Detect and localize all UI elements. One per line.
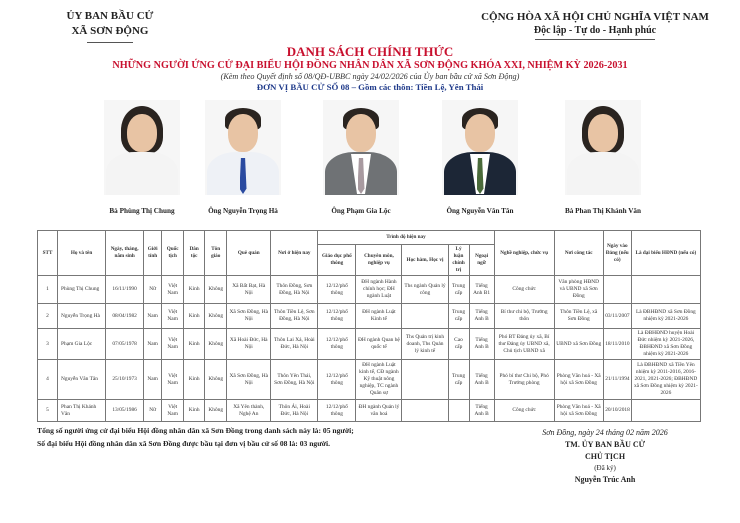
col-residence: Nơi ở hiện nay: [271, 231, 318, 276]
national-motto: [470, 10, 720, 40]
cell-nationality: Việt Nam: [162, 400, 184, 422]
candidate-photo: [205, 100, 281, 195]
cell-religion: Không: [205, 304, 227, 329]
signed-note: (Đã ký): [594, 464, 616, 472]
table-row: [38, 329, 701, 360]
candidate-card: [87, 100, 197, 216]
cell-professional: ĐH ngành Quan hệ quốc tế: [356, 329, 402, 360]
cell-political: Trung cấp: [448, 304, 469, 329]
cell-party-date: 20/10/2018: [603, 400, 631, 422]
signature-block: [520, 427, 690, 486]
cell-gender: Nữ: [144, 276, 162, 304]
document-title: DANH SÁCH CHÍNH THỨC: [286, 44, 454, 59]
cell-academic: [402, 400, 448, 422]
cell-workplace: Phòng Văn hoá - Xã hội xã Sơn Đồng: [554, 400, 603, 422]
candidate-photos: [0, 100, 740, 220]
cell-party-date: 21/11/1994: [603, 360, 631, 400]
elected-seats-line: Số đại biểu Hội đồng nhân dân xã Sơn Đồng được bầu tại đơn vị bầu cử số 08 là: 03 người.: [37, 439, 330, 448]
cell-stt: 3: [38, 329, 58, 360]
cell-gender: Nam: [144, 360, 162, 400]
cell-religion: Không: [205, 360, 227, 400]
cell-general-edu: 12/12/phổ thông: [318, 276, 356, 304]
signing-organization: TM. ỦY BAN BẦU CỬ: [564, 440, 646, 449]
cell-residence: Thôn Tiền Lệ, Sơn Đồng, Hà Nội: [271, 304, 318, 329]
col-language: Ngoại ngữ: [469, 245, 494, 276]
cell-hometown: Xã Sơn Đồng, Hà Nội: [227, 360, 271, 400]
col-workplace: Nơi công tác: [554, 231, 603, 276]
col-political: Lý luận chính trị: [448, 245, 469, 276]
cell-academic: Ths ngành Quản lý công: [402, 276, 448, 304]
cell-occupation: Bí thư chi bộ, Trưởng thôn: [494, 304, 554, 329]
cell-name: Nguyễn Trọng Hà: [58, 304, 106, 329]
cell-workplace: Thôn Tiền Lệ, xã Sơn Đồng: [554, 304, 603, 329]
col-general-edu: Giáo dục phổ thông: [318, 245, 356, 276]
cell-party-date: 18/11/2010: [603, 329, 631, 360]
col-hometown: Quê quán: [227, 231, 271, 276]
cell-political: Trung cấp: [448, 360, 469, 400]
cell-occupation: Công chức: [494, 400, 554, 422]
cell-residence: Thôn Ái, Hoài Đức, Hà Nội: [271, 400, 318, 422]
candidate-caption: Bà Phan Thị Khánh Vân: [564, 207, 642, 215]
candidate-photo: [104, 100, 180, 195]
country-name: CỘNG HÒA XÃ HỘI CHỦ NGHĨA VIỆT NAM: [481, 11, 709, 23]
cell-dob: 07/05/1978: [106, 329, 144, 360]
cell-political: Cao cấp: [448, 329, 469, 360]
table-row: [38, 400, 701, 422]
candidate-card: [188, 100, 298, 216]
cell-delegate: Là ĐBHĐND huyện Hoài Đức nhiệm kỳ 2021-2026, ĐBHĐND xã Sơn Đồng nhiệm kỳ 2021-2026: [631, 329, 700, 360]
col-nationality: Quốc tịch: [162, 231, 184, 276]
cell-occupation: Phó BT Đảng ủy xã, Bí thư Đảng ủy UBND xã, Chủ tịch UBND xã: [494, 329, 554, 360]
candidate-caption: Ông Phạm Gia Lộc: [331, 207, 391, 215]
cell-general-edu: 12/12/phổ thông: [318, 329, 356, 360]
cell-hometown: Xã Hoài Đức, Hà Nội: [227, 329, 271, 360]
cell-professional: ĐH ngành Luật kinh tế, CĐ ngành Kỹ thuật nông nghiệp, TC ngành Quân sự: [356, 360, 402, 400]
candidate-table: [37, 230, 701, 422]
summary-notes: [37, 424, 354, 450]
col-stt: STT: [38, 231, 58, 276]
cell-ethnicity: Kinh: [184, 329, 205, 360]
candidate-photo: [442, 100, 518, 195]
col-occupation: Nghề nghiệp, chức vụ: [494, 231, 554, 276]
col-party-date: Ngày vào Đảng (nếu có): [603, 231, 631, 276]
cell-professional: ĐH ngành Quản lý văn hoá: [356, 400, 402, 422]
authority-underline: [87, 42, 133, 43]
col-dob: Ngày, tháng, năm sinh: [106, 231, 144, 276]
cell-ethnicity: Kinh: [184, 276, 205, 304]
cell-language: Tiếng Anh B1: [469, 276, 494, 304]
document-subtitle: NHỮNG NGƯỜI ỨNG CỬ ĐẠI BIỂU HỘI ĐỒNG NHÂN DÂN XÃ SƠN ĐỘNG KHÓA XXI, NHIỆM KỲ 2026-2031: [112, 60, 628, 71]
candidate-card: [548, 100, 658, 216]
table-header-row: [38, 231, 701, 245]
motto-underline: [535, 39, 655, 40]
cell-hometown: Xã Sơn Đồng, Hà Nội: [227, 304, 271, 329]
cell-dob: 25/10/1973: [106, 360, 144, 400]
table-row: [38, 276, 701, 304]
candidate-photo: [323, 100, 399, 195]
cell-political: Trung cấp: [448, 276, 469, 304]
cell-delegate: Là ĐBHĐND xã Sơn Đồng nhiệm kỳ 2021-2026: [631, 304, 700, 329]
cell-general-edu: 12/12/phổ thông: [318, 400, 356, 422]
cell-ethnicity: Kinh: [184, 304, 205, 329]
cell-professional: ĐH ngành Luật Kinh tế: [356, 304, 402, 329]
cell-name: Phùng Thị Chung: [58, 276, 106, 304]
candidate-card: [425, 100, 535, 216]
cell-stt: 5: [38, 400, 58, 422]
cell-stt: 4: [38, 360, 58, 400]
col-ethnicity: Dân tộc: [184, 231, 205, 276]
cell-dob: 16/11/1990: [106, 276, 144, 304]
cell-political: [448, 400, 469, 422]
cell-nationality: Việt Nam: [162, 276, 184, 304]
col-gender: Giới tính: [144, 231, 162, 276]
cell-language: Tiếng Anh B: [469, 329, 494, 360]
electoral-unit: ĐƠN VỊ BẦU CỬ SỐ 08 – Gồm các thôn: Tiền Lệ, Yên Thái: [256, 82, 484, 92]
candidate-card: [306, 100, 416, 216]
cell-language: Tiếng Anh B: [469, 400, 494, 422]
cell-delegate: Là ĐBHĐND xã Tiền Yên nhiệm kỳ 2011-2016, 2016-2021, 2021-2026; ĐBHĐND xã Sơn Đồng nhiệm kỳ 2021-2026: [631, 360, 700, 400]
table-row: [38, 360, 701, 400]
cell-general-edu: 12/12/phổ thông: [318, 304, 356, 329]
cell-hometown: Xã Yên thành, Nghệ An: [227, 400, 271, 422]
cell-name: Nguyễn Văn Tân: [58, 360, 106, 400]
cell-occupation: Phó bí thư Chi bộ, Phó Trưởng phòng: [494, 360, 554, 400]
decision-reference: (Kèm theo Quyết định số 08/QĐ-UBBC ngày 24/02/2026 của Ủy ban bầu cử xã Sơn Động): [220, 72, 520, 81]
cell-academic: Ths Quản trị kinh doanh, Ths Quản lý kinh tế: [402, 329, 448, 360]
cell-party-date: 03/11/2007: [603, 304, 631, 329]
cell-workplace: Phòng Văn hoá - Xã hội xã Sơn Đồng: [554, 360, 603, 400]
candidate-caption: Ông Nguyễn Văn Tân: [446, 207, 514, 215]
cell-language: Tiếng Anh B: [469, 304, 494, 329]
cell-occupation: Công chức: [494, 276, 554, 304]
col-academic: Học hàm, Học vị: [402, 245, 448, 276]
issuing-authority: [40, 9, 180, 43]
cell-dob: 13/05/1986: [106, 400, 144, 422]
cell-nationality: Việt Nam: [162, 360, 184, 400]
col-professional: Chuyên môn, nghiệp vụ: [356, 245, 402, 276]
cell-party-date: [603, 276, 631, 304]
cell-residence: Thôn Lai Xá, Hoài Đức, Hà Nội: [271, 329, 318, 360]
cell-residence: Thôn Đồng, Sơn Đồng, Hà Nội: [271, 276, 318, 304]
cell-stt: 1: [38, 276, 58, 304]
total-candidates-line: Tổng số người ứng cử đại biểu Hội đồng nhân dân xã Sơn Đồng trong danh sách này là: 05 người;: [37, 426, 354, 435]
authority-line-1: ỦY BAN BẦU CỬ: [66, 10, 154, 22]
cell-religion: Không: [205, 329, 227, 360]
cell-name: Phan Thị Khánh Vân: [58, 400, 106, 422]
cell-hometown: Xã Bất Bạt, Hà Nội: [227, 276, 271, 304]
cell-academic: [402, 304, 448, 329]
cell-professional: ĐH ngành Hành chính học; ĐH ngành Luật: [356, 276, 402, 304]
cell-delegate: [631, 276, 700, 304]
cell-academic: [402, 360, 448, 400]
table-row: [38, 304, 701, 329]
cell-ethnicity: Kinh: [184, 360, 205, 400]
cell-name: Phạm Gia Lộc: [58, 329, 106, 360]
cell-gender: Nam: [144, 329, 162, 360]
candidate-caption: Bà Phùng Thị Chung: [109, 207, 175, 215]
cell-ethnicity: Kinh: [184, 400, 205, 422]
cell-dob: 08/04/1982: [106, 304, 144, 329]
cell-religion: Không: [205, 400, 227, 422]
cell-nationality: Việt Nam: [162, 329, 184, 360]
signing-date: Sơn Đồng, ngày 24 tháng 02 năm 2026: [542, 428, 668, 437]
cell-delegate: [631, 400, 700, 422]
cell-stt: 2: [38, 304, 58, 329]
col-name: Họ và tên: [58, 231, 106, 276]
cell-residence: Thôn Yên Thái, Sơn Đồng, Hà Nội: [271, 360, 318, 400]
cell-workplace: UBND xã Sơn Đồng: [554, 329, 603, 360]
motto: Độc lập - Tự do - Hạnh phúc: [533, 25, 657, 36]
document-title-block: [0, 44, 740, 93]
cell-nationality: Việt Nam: [162, 304, 184, 329]
cell-language: Tiếng Anh B: [469, 360, 494, 400]
candidate-caption: Ông Nguyễn Trọng Hà: [208, 207, 278, 215]
signer-name: Nguyễn Trúc Anh: [574, 475, 636, 484]
signer-role: CHỦ TỊCH: [584, 452, 626, 461]
candidate-photo: [565, 100, 641, 195]
cell-religion: Không: [205, 276, 227, 304]
col-religion: Tôn giáo: [205, 231, 227, 276]
cell-gender: Nam: [144, 304, 162, 329]
cell-workplace: Văn phòng HĐND và UBND xã Sơn Đồng: [554, 276, 603, 304]
authority-line-2: XÃ SƠN ĐỘNG: [71, 25, 149, 37]
cell-gender: Nữ: [144, 400, 162, 422]
col-group-education: Trình độ hiện nay: [318, 231, 494, 245]
col-delegate: Là đại biểu HĐND (nếu có): [631, 231, 700, 276]
cell-general-edu: 12/12/phổ thông: [318, 360, 356, 400]
